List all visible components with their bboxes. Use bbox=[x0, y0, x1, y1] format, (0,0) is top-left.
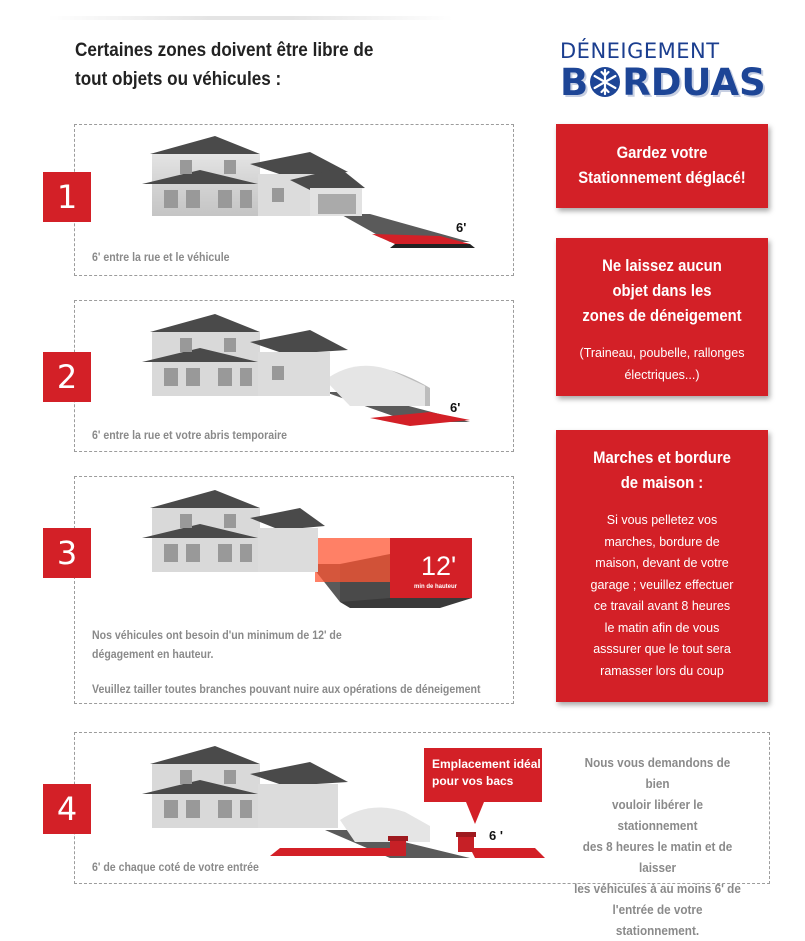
panel-no-objects-title-line-3: zones de déneigement bbox=[582, 307, 742, 325]
zone-4-number: 4 bbox=[43, 784, 91, 834]
zone-3-measure: 12' bbox=[421, 551, 457, 581]
zone-2-measure: 6' bbox=[450, 400, 461, 415]
logo-letters-rest: RDUAS bbox=[622, 61, 766, 104]
zone-2-caption: 6' entre la rue et votre abris temporaire bbox=[92, 428, 288, 442]
zone-1-number: 1 bbox=[43, 172, 91, 222]
panel-deice-title-line-2: Stationnement déglacé! bbox=[578, 169, 746, 187]
logo bbox=[560, 40, 775, 107]
panel-steps-body-line: ce travail avant 8 heures bbox=[593, 599, 731, 613]
panel-no-objects-title-line-1: Ne laissez aucun bbox=[602, 257, 722, 275]
instruction-line-3: des 8 heures le matin et de laisser bbox=[582, 839, 733, 875]
instruction-line-2: vouloir libérer le stationnement bbox=[611, 797, 704, 833]
zone-3-caption bbox=[92, 626, 497, 664]
logo-top-text: DÉNEIGEMENT bbox=[560, 39, 720, 63]
callout-line-2: pour vos bacs bbox=[432, 774, 514, 788]
zone-1-house-illustration bbox=[140, 132, 480, 252]
panel-no-objects-body-line-1: (Traineau, poubelle, rallonges bbox=[579, 346, 745, 360]
zone-3-measure-sub: min de hauteur bbox=[414, 584, 458, 590]
zone-2-number: 2 bbox=[43, 352, 91, 402]
logo-letter-b: B bbox=[560, 61, 589, 104]
page-title bbox=[75, 36, 435, 94]
snowflake-icon bbox=[588, 65, 622, 107]
logo-main-text bbox=[560, 63, 775, 107]
panel-steps bbox=[556, 430, 768, 702]
panel-deice bbox=[556, 124, 768, 208]
panel-deice-title-line-1: Gardez votre bbox=[616, 144, 708, 162]
panel-deice-title bbox=[567, 141, 758, 191]
panel-steps-body-line: asssurer que le tout sera bbox=[593, 642, 731, 656]
zone-1-caption: 6' entre la rue et le véhicule bbox=[92, 250, 230, 264]
panel-steps-title-line-1: Marches et bordure bbox=[593, 449, 731, 467]
title-line-1: Certaines zones doivent être libre de bbox=[75, 40, 374, 61]
panel-steps-body-line: marches, bordure de bbox=[604, 534, 720, 549]
callout-line-1: Emplacement idéal bbox=[432, 757, 541, 771]
instruction-line-1: Nous vous demandons de bien bbox=[584, 755, 731, 791]
panel-no-objects-title bbox=[567, 254, 758, 329]
zone-4-measure: 6 ' bbox=[489, 828, 503, 843]
panel-steps-body-line: garage ; veuillez effectuer bbox=[590, 577, 734, 592]
panel-no-objects-body bbox=[556, 343, 768, 386]
panel-steps-body bbox=[556, 510, 768, 682]
zone-3-note: Veuillez tailler toutes branches pouvant nuire aux opérations de déneigement bbox=[92, 682, 481, 696]
panel-steps-body-line: maison, devant de votre bbox=[595, 556, 729, 570]
panel-no-objects-title-line-2: objet dans les bbox=[612, 282, 712, 300]
panel-no-objects bbox=[556, 238, 768, 396]
panel-steps-body-line: le matin afin de vous bbox=[604, 620, 720, 635]
top-divider bbox=[48, 16, 453, 20]
panel-steps-body-line: ramasser lors du coup bbox=[600, 663, 724, 678]
zone-3-house-illustration bbox=[140, 484, 480, 614]
panel-steps-title bbox=[567, 446, 758, 496]
zone-4-caption: 6' de chaque coté de votre entrée bbox=[92, 860, 259, 874]
instruction-line-5: l'entrée de votre stationnement. bbox=[612, 902, 703, 938]
callout-pointer bbox=[466, 802, 484, 824]
zone-2-house-illustration bbox=[140, 308, 480, 432]
zone-3-number: 3 bbox=[43, 528, 91, 578]
zone-3-caption-line-2: dégagement en hauteur. bbox=[92, 647, 214, 661]
panel-steps-title-line-2: de maison : bbox=[620, 474, 704, 492]
zone-4-callout bbox=[424, 748, 542, 802]
zone-4-instructions bbox=[572, 752, 743, 941]
zone-1-measure: 6' bbox=[456, 220, 467, 235]
panel-steps-body-line: Si vous pelletez vos bbox=[606, 513, 718, 527]
panel-no-objects-body-line-2: électriques...) bbox=[624, 367, 700, 382]
title-line-2: tout objets ou véhicules : bbox=[75, 69, 282, 90]
zone-3-caption-line-1: Nos véhicules ont besoin d'un minimum de 12' de bbox=[92, 628, 342, 642]
instruction-line-4: les véhicules à au moins 6' de bbox=[574, 881, 741, 896]
